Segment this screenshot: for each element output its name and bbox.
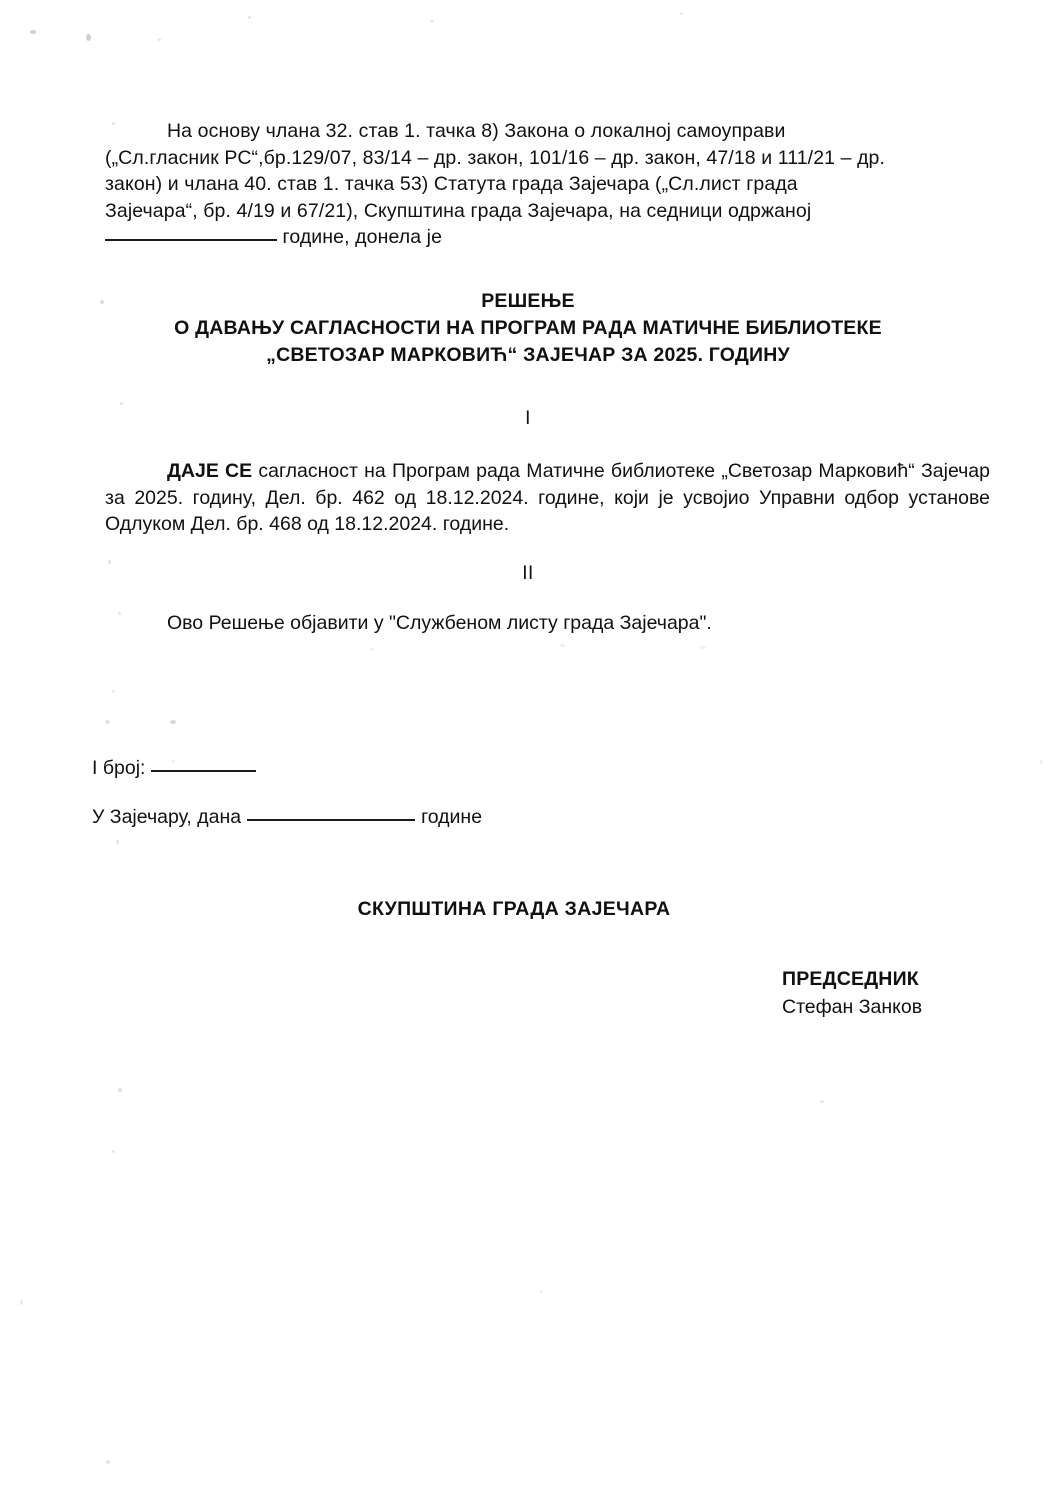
place-date-blank[interactable] <box>247 819 415 821</box>
section-numeral-2: II <box>522 563 534 584</box>
signature-block <box>782 965 922 1021</box>
section-1-body <box>105 458 990 538</box>
title-line-1: РЕШЕЊЕ <box>481 290 575 312</box>
section-1-text: сагласност на Програм рада Матичне библиотеке „Светозар Марковић“ Зајечар за 2025. годину, Дел. бр. 462 од 18.12.2024. године, који је усвојио Управни одбор установе Одлуком Дел. бр. 468 од 18.12.2024. године. <box>105 460 990 536</box>
section-1-lead: ДАЈЕ СЕ <box>167 460 253 482</box>
session-date-blank[interactable] <box>105 239 277 241</box>
preamble-paragraph <box>105 118 990 251</box>
place-date-label: У Зајечару, дана <box>92 806 242 828</box>
signatory-name: Стефан Занков <box>782 996 923 1018</box>
title-line-3: „СВЕТОЗАР МАРКОВИЋ“ ЗАЈЕЧАР ЗА 2025. ГОДИНУ <box>266 344 790 366</box>
document-title <box>0 288 1056 369</box>
section-numeral-1: I <box>525 408 531 429</box>
preamble-line-2: („Сл.гласник РС“,бр.129/07, 83/14 – др. закон, 101/16 – др. закон, 47/18 и 111/21 – др. <box>105 146 886 169</box>
place-date-suffix: године <box>421 806 483 828</box>
preamble-line-5 <box>105 224 990 251</box>
document-number-field <box>92 757 256 780</box>
section-2-body <box>105 610 990 637</box>
signatory-role: ПРЕДСЕДНИК <box>782 968 919 990</box>
place-date-field <box>92 806 482 829</box>
preamble-line-4: Зајечара“, бр. 4/19 и 67/21), Скупштина града Зајечара, на седници одржаној <box>105 199 812 222</box>
preamble-line-3: закон) и члана 40. став 1. тачка 53) Статута града Зајечара („Сл.лист града <box>105 173 798 196</box>
title-line-2: О ДАВАЊУ САГЛАСНОСТИ НА ПРОГРАМ РАДА МАТИЧНЕ БИБЛИОТЕКЕ <box>174 317 882 339</box>
document-number-blank[interactable] <box>151 770 256 772</box>
assembly-name: СКУПШТИНА ГРАДА ЗАЈЕЧАРА <box>357 898 671 920</box>
section-2-text: Ово Решење објавити у "Службеном листу града Зајечара". <box>167 612 712 634</box>
preamble-line-5-text: године, донела је <box>282 226 443 249</box>
document-number-label: I број: <box>92 757 146 779</box>
preamble-line-1: На основу члана 32. став 1. тачка 8) Закона о локалној самоуправи <box>167 120 786 142</box>
